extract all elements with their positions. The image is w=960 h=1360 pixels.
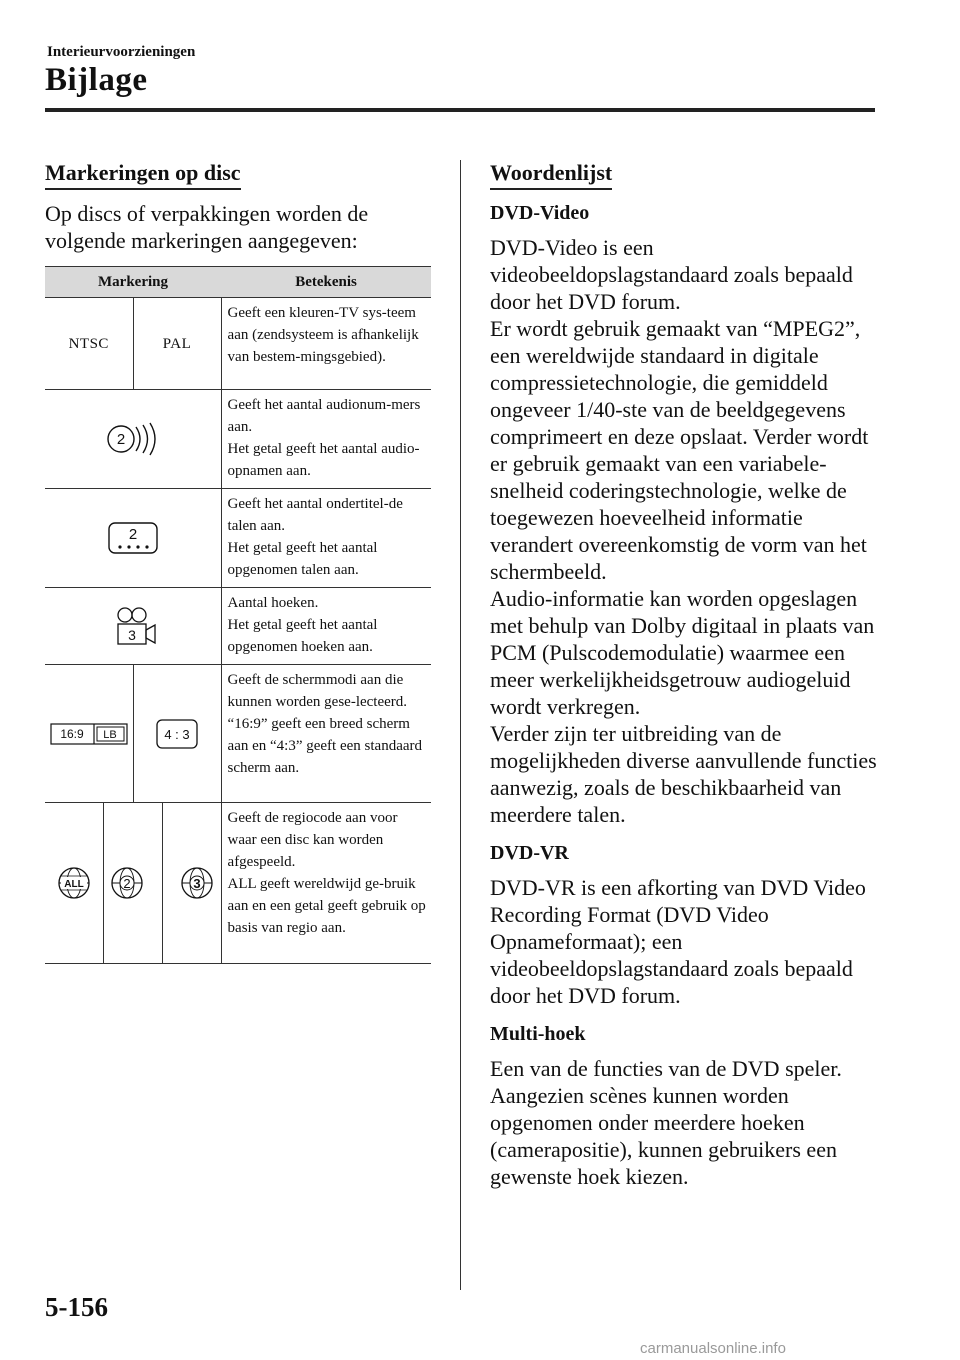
symbol-cell bbox=[45, 803, 103, 964]
symbol-cell bbox=[133, 298, 221, 390]
table-row bbox=[45, 588, 431, 665]
region-3-label: 3 bbox=[193, 876, 201, 891]
disc-markings-table bbox=[45, 266, 431, 964]
glossary-term-dvd-video: DVD-Video bbox=[490, 202, 590, 224]
column-divider bbox=[460, 160, 461, 1290]
aspect-16-9-label: 16:9 bbox=[60, 726, 84, 741]
aspect-4-3-label: 4 : 3 bbox=[164, 726, 190, 742]
glossary-heading: Woordenlijst bbox=[490, 160, 612, 190]
symbol-cell bbox=[45, 298, 133, 390]
col-header-meaning: Betekenis bbox=[221, 267, 431, 298]
table-row bbox=[45, 665, 431, 803]
right-column bbox=[490, 160, 890, 1202]
subtitle-count: 2 bbox=[128, 526, 137, 543]
header-rule bbox=[45, 108, 875, 112]
glossary-definition-dvd-video: DVD-Video is een videobeeldopslagstandaard zoals bepaald door het DVD forum. Er wordt gebruik gemaakt van “MPEG2”, een wereldwijde standaard in digitale compressietechnologie, die gemiddeld ongeveer 1/40-ste van de beeldgegevens comprimeert en deze opslaat. Verder wordt er gebruik gemaakt van een variabele-snelheid coderingstechnologie, welke de toegewezen hoeveelheid informatie verandert overeenkomstig de vorm van het schermbeeld. Audio-informatie kan worden opgeslagen met behulp van Dolby digitaal in plaats van PCM (Pulscodemodulatie) waarmee een meer werkelijkheidsgetrouw audiogeluid wordt verkregen. Verder zijn ter uitbreiding van de mogelijkheden diverse aanvullende functies aanwezig, zoals de beschikbaarheid van meerdere talen. bbox=[490, 235, 877, 827]
symbol-cell bbox=[45, 489, 221, 588]
symbol-cell bbox=[45, 665, 133, 803]
symbol-cell bbox=[45, 588, 221, 665]
region-2-globe-icon bbox=[110, 866, 144, 900]
audio-track-count: 2 bbox=[116, 431, 125, 448]
left-column bbox=[45, 160, 435, 964]
region-all-globe-icon bbox=[57, 866, 91, 900]
page-number: 5-156 bbox=[45, 1292, 108, 1322]
table-row bbox=[45, 803, 431, 964]
disc-markings-heading: Markeringen op disc bbox=[45, 160, 241, 190]
glossary-definition-dvd-vr: DVD-VR is een afkorting van DVD Video Recording Format (DVD Video Opnameformaat); een videobeeldopslagstandaard zoals bepaald door het DVD forum. bbox=[490, 875, 866, 1008]
standard-screen-icon bbox=[155, 718, 199, 750]
letterbox-label: LB bbox=[103, 728, 117, 741]
meaning-cell: Geeft de schermmodi aan die kunnen worden gese-lecteerd. “16:9” geeft een breed scherm aan en “4:3” geeft een standaard scherm aan. bbox=[221, 665, 431, 803]
pal-mark: PAL bbox=[162, 335, 192, 352]
table-row bbox=[45, 390, 431, 489]
subtitle-icon bbox=[107, 521, 159, 555]
meaning-cell: Geeft de regiocode aan voor waar een disc kan worden afgespeeld. ALL geeft wereldwijd ge-bruik aan en een getal geeft gebruik op basis van regio aan. bbox=[221, 803, 431, 964]
region-2-label: 2 bbox=[123, 876, 131, 891]
table-row bbox=[45, 489, 431, 588]
page-title: Bijlage bbox=[45, 62, 148, 98]
ntsc-mark: NTSC bbox=[68, 335, 109, 352]
watermark: carmanualsonline.info bbox=[640, 1340, 786, 1357]
meaning-cell: Geeft het aantal audionum-mers aan. Het getal geeft het aantal audio-opnamen aan. bbox=[221, 390, 431, 489]
glossary-term-multi-angle: Multi-hoek bbox=[490, 1023, 586, 1045]
region-3-globe-icon bbox=[180, 866, 214, 900]
table-header-row bbox=[45, 267, 431, 298]
symbol-cell bbox=[45, 390, 221, 489]
widescreen-letterbox-icon bbox=[50, 723, 128, 745]
col-header-marking: Markering bbox=[45, 267, 221, 298]
section-label: Interieurvoorzieningen bbox=[47, 44, 196, 60]
camera-angle-icon bbox=[108, 606, 158, 646]
angle-count: 3 bbox=[127, 627, 136, 643]
audio-tracks-icon bbox=[104, 422, 162, 456]
meaning-cell: Geeft het aantal ondertitel-de talen aan. Het getal geeft het aantal opgenomen talen aan. bbox=[221, 489, 431, 588]
symbol-cell bbox=[103, 803, 221, 964]
table-row bbox=[45, 298, 431, 390]
cell-divider bbox=[162, 803, 163, 963]
region-all-label: ALL bbox=[64, 879, 84, 890]
symbol-cell bbox=[133, 665, 221, 803]
meaning-cell: Geeft een kleuren-TV sys-teem aan (zendsysteem is afhankelijk van bestem-mingsgebied). bbox=[221, 298, 431, 390]
meaning-cell: Aantal hoeken. Het getal geeft het aantal opgenomen hoeken aan. bbox=[221, 588, 431, 665]
glossary-definition-multi-angle: Een van de functies van de DVD speler. Aangezien scènes kunnen worden opgenomen onder meerdere hoeken (camerapositie), kunnen gebruikers een gewenste hoek kiezen. bbox=[490, 1056, 842, 1189]
glossary-term-dvd-vr: DVD-VR bbox=[490, 842, 569, 864]
disc-markings-intro: Op discs of verpakkingen worden de volgende markeringen aangegeven: bbox=[45, 201, 369, 253]
